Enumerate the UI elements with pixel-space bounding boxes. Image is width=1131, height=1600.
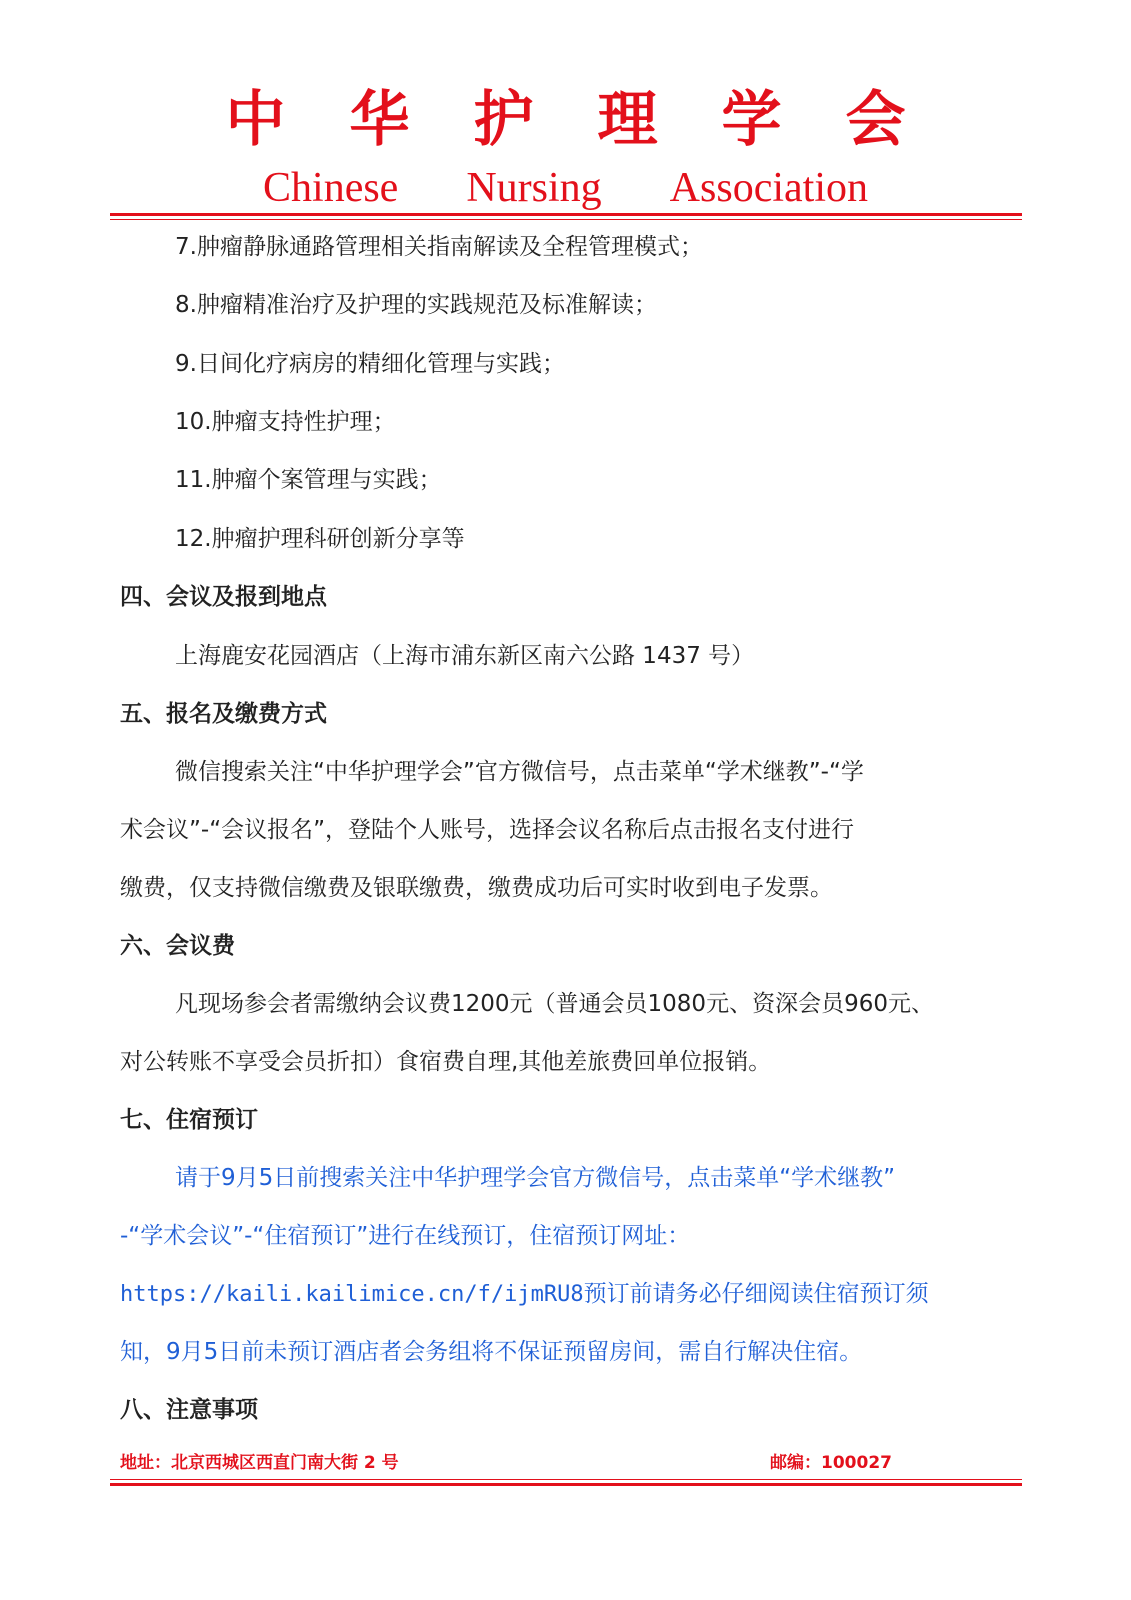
header-rule-thick (110, 213, 1022, 216)
section-heading: 六、会议费 (120, 933, 235, 959)
paragraph-line: 缴费，仅支持微信缴费及银联缴费，缴费成功后可实时收到电子发票。 (120, 875, 833, 901)
footer-rule-thin (110, 1479, 1022, 1480)
section-heading: 八、注意事项 (120, 1397, 258, 1423)
footer-postcode: 邮编：100027 (770, 1453, 892, 1473)
list-item: 10.肿瘤支持性护理； (175, 409, 396, 435)
header-rule-thin (110, 219, 1022, 220)
paragraph-line: 凡现场参会者需缴纳会议费1200元（普通会员1080元、资深会员960元、 (175, 991, 934, 1017)
section-heading: 四、会议及报到地点 (120, 584, 327, 610)
header-word: Chinese (263, 165, 399, 211)
list-item: 11.肿瘤个案管理与实践； (175, 467, 442, 493)
header-char: 会 (845, 85, 906, 155)
paragraph-text: 预订前请务必仔细阅读住宿预订须 (583, 1281, 929, 1307)
booking-url-link[interactable]: https://kaili.kailimice.cn/f/ijmRU8 (120, 1282, 584, 1307)
paragraph-line: 微信搜索关注“中华护理学会”官方微信号，点击菜单“学术继教”-“学 (175, 759, 864, 785)
header-char: 华 (349, 85, 410, 155)
section-heading: 五、报名及缴费方式 (120, 701, 327, 727)
list-item: 8.肿瘤精准治疗及护理的实践规范及标准解读； (175, 292, 657, 318)
footer-address: 地址：北京西城区西直门南大街 2 号 (120, 1453, 399, 1473)
paragraph-line: -“学术会议”-“住宿预订”进行在线预订，住宿预订网址： (120, 1223, 691, 1249)
header-char: 学 (721, 85, 782, 155)
association-name-en (0, 160, 1131, 216)
header-word: Nursing (466, 165, 602, 211)
paragraph-line (120, 1277, 929, 1312)
list-item: 12.肿瘤护理科研创新分享等 (175, 526, 465, 552)
footer-rule-thick (110, 1483, 1022, 1486)
header-char: 护 (473, 85, 534, 155)
paragraph-line: 知，9月5日前未预订酒店者会务组将不保证预留房间，需自行解决住宿。 (120, 1339, 863, 1365)
header-word: Association (669, 165, 868, 211)
list-item: 9.日间化疗病房的精细化管理与实践； (175, 351, 565, 377)
venue-text: 上海鹿安花园酒店（上海市浦东新区南六公路 1437 号） (175, 643, 755, 669)
association-name-cn (0, 82, 1131, 158)
header-char: 中 (225, 85, 286, 155)
paragraph-line: 术会议”-“会议报名”，登陆个人账号，选择会议名称后点击报名支付进行 (120, 817, 855, 843)
section-heading: 七、住宿预订 (120, 1107, 258, 1133)
paragraph-line: 请于9月5日前搜索关注中华护理学会官方微信号，点击菜单“学术继教” (175, 1165, 896, 1191)
paragraph-line: 对公转账不享受会员折扣）食宿费自理,其他差旅费回单位报销。 (120, 1049, 772, 1075)
list-item: 7.肿瘤静脉通路管理相关指南解读及全程管理模式； (175, 234, 703, 260)
header-char: 理 (597, 85, 658, 155)
